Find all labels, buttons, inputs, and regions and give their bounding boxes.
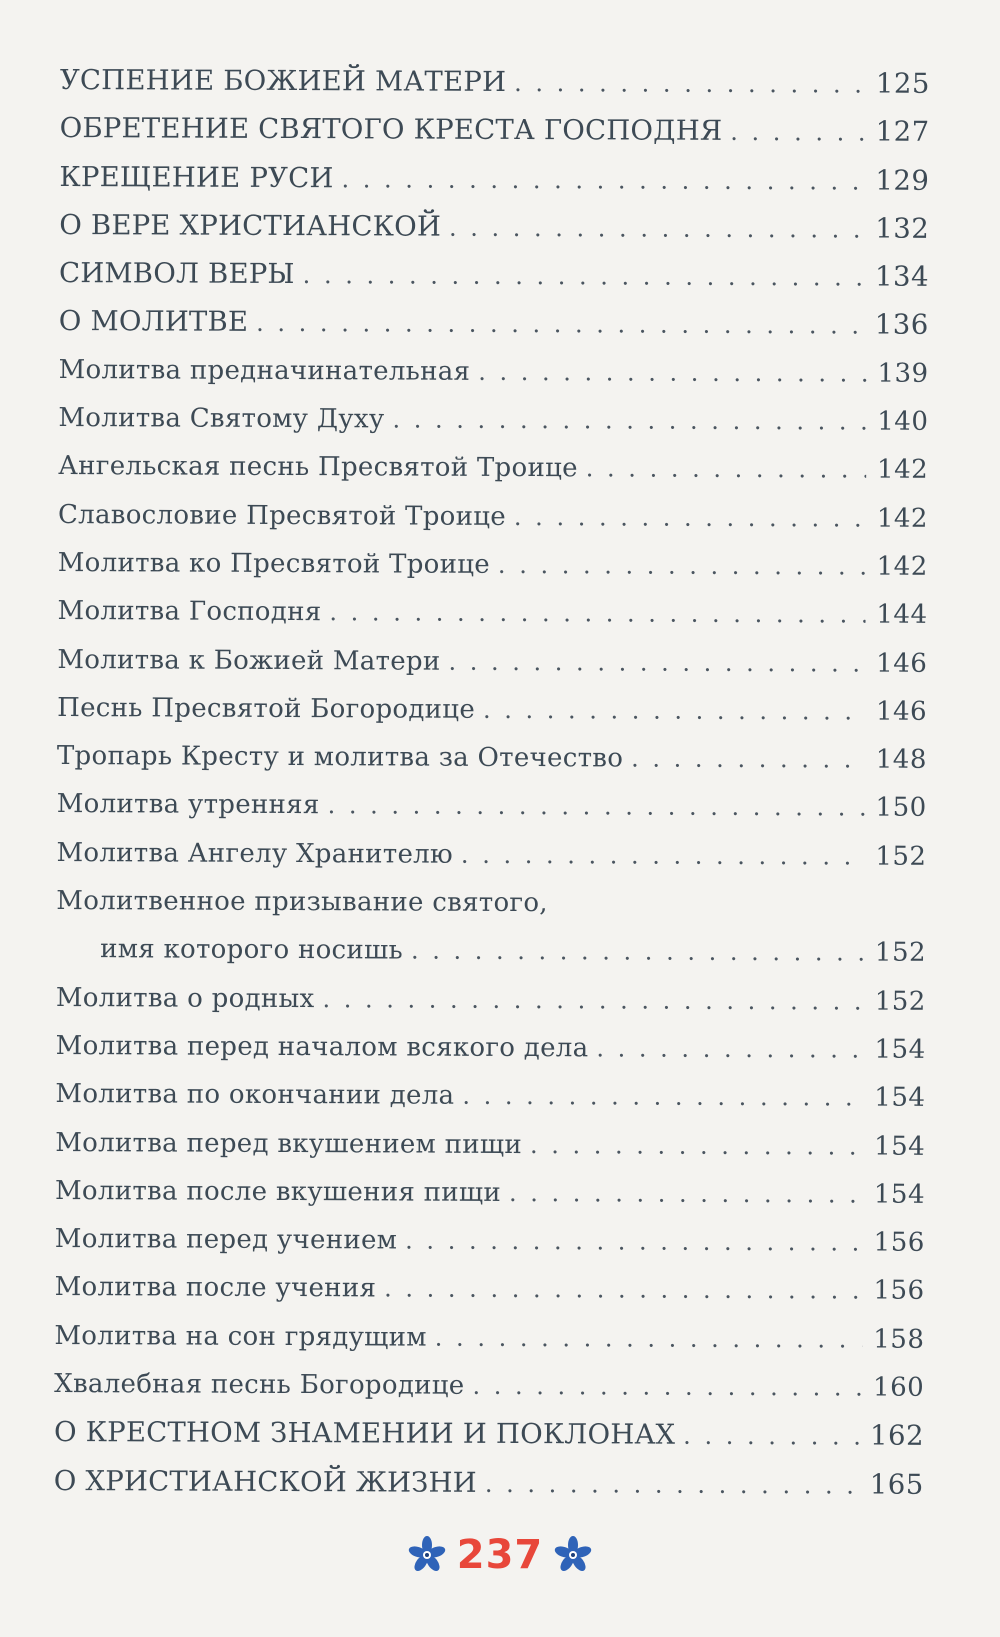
toc-entry-page: 142: [876, 454, 929, 486]
toc-entry[interactable]: [56, 829, 926, 881]
leader-dots: [514, 493, 866, 543]
page-footer: [0, 1532, 1000, 1578]
leader-dots: [462, 1072, 863, 1122]
toc-entry-title: Молитва после учения: [54, 1272, 377, 1304]
toc-entry-page: 156: [873, 1227, 925, 1258]
blue-flower-icon: [407, 1535, 447, 1575]
page-number: 237: [456, 1532, 544, 1578]
toc-entry-page: 144: [876, 599, 928, 631]
toc-entry[interactable]: [58, 394, 928, 446]
toc-entry[interactable]: [59, 297, 929, 349]
toc-entry-page: 152: [875, 841, 927, 872]
toc-entry-page: 132: [875, 212, 930, 245]
leader-dots: [303, 251, 866, 302]
toc-entry-title: О ВЕРЕ ХРИСТИАНСКОЙ: [59, 208, 442, 243]
toc-entry-title: Молитва перед вкушением пищи: [55, 1127, 523, 1160]
toc-entry[interactable]: [54, 1312, 924, 1364]
toc-entry-title: Молитва о родных: [55, 982, 315, 1014]
toc-entry[interactable]: [55, 1263, 925, 1315]
toc-entry[interactable]: [55, 1167, 925, 1219]
toc-entry-page: 134: [874, 260, 930, 293]
leader-dots: [530, 1121, 863, 1171]
leader-dots: [411, 927, 864, 977]
toc-entry[interactable]: [57, 780, 927, 832]
toc-entry-page: 160: [872, 1372, 925, 1403]
toc-entry-title: Молитвенное призывание святого,: [56, 886, 548, 919]
toc-entry-page: 154: [874, 1131, 926, 1162]
toc-entry[interactable]: [57, 587, 927, 639]
leader-dots: [483, 686, 865, 736]
toc-entry-page: 140: [877, 406, 929, 437]
toc-entry[interactable]: [59, 346, 929, 398]
toc-entry[interactable]: [56, 974, 926, 1026]
toc-entry-page: 136: [874, 309, 929, 342]
toc-entry[interactable]: [54, 1408, 924, 1460]
leader-dots: [514, 59, 866, 109]
toc-entry-title: Молитва Ангелу Хранителю: [56, 837, 454, 870]
toc-entry[interactable]: [55, 1215, 925, 1267]
toc-entry[interactable]: [57, 732, 927, 784]
toc-entry-page: 152: [874, 937, 927, 969]
toc-entry-page: 148: [875, 744, 928, 775]
toc-entry-continuation[interactable]: [56, 925, 926, 977]
leader-dots: [478, 348, 867, 398]
toc-entry-page: 146: [875, 696, 928, 727]
leader-dots: [392, 396, 866, 446]
toc-entry[interactable]: [57, 684, 927, 736]
toc-entry-title: Молитва Святому Духу: [58, 403, 385, 435]
toc-entry-title: Молитва утренняя: [56, 789, 320, 821]
table-of-contents: [54, 56, 930, 1509]
toc-entry-title: Хвалебная песнь Богородице: [54, 1369, 465, 1401]
toc-entry-title: Молитва перед началом всякого дела: [55, 1030, 589, 1064]
leader-dots: [683, 1412, 860, 1461]
toc-entry-title: Ангельская песнь Пресвятой Троице: [58, 451, 578, 484]
toc-entry-page: 165: [869, 1468, 924, 1501]
toc-entry[interactable]: [58, 539, 928, 591]
leader-dots: [322, 975, 864, 1026]
leader-dots: [329, 588, 865, 639]
leader-dots: [256, 299, 865, 350]
toc-entry-title: О ХРИСТИАНСКОЙ ЖИЗНИ: [53, 1464, 477, 1499]
leader-dots: [631, 735, 865, 784]
toc-entry-title: Славословие Пресвятой Троице: [57, 499, 507, 532]
toc-entry-title: СИМВОЛ ВЕРЫ: [58, 257, 295, 291]
toc-entry-title: О КРЕСТНОМ ЗНАМЕНИИ И ПОКЛОНАХ: [53, 1416, 676, 1452]
toc-entry-title: О МОЛИТВЕ: [58, 305, 249, 339]
toc-entry-title: Молитва на сон грядущим: [54, 1320, 427, 1353]
toc-entry-first-line[interactable]: [56, 877, 926, 929]
toc-entry[interactable]: [56, 1022, 926, 1074]
toc-entry[interactable]: [59, 249, 929, 301]
toc-entry-title: ОБРЕТЕНИЕ СВЯТОГО КРЕСТА ГОСПОДНЯ: [59, 112, 723, 148]
toc-entry[interactable]: [59, 201, 929, 253]
blue-flower-icon: [553, 1535, 593, 1575]
toc-entry-page: 129: [875, 164, 930, 197]
toc-entry-title: Молитва Господня: [57, 596, 322, 628]
toc-entry-page: 162: [869, 1419, 925, 1453]
toc-entry-title: Молитва перед учением: [54, 1224, 398, 1256]
toc-entry-title: Молитва по окончании дела: [55, 1079, 455, 1111]
toc-entry-page: 125: [875, 67, 930, 100]
leader-dots: [498, 541, 866, 591]
leader-dots: [328, 782, 865, 833]
leader-dots: [405, 1217, 863, 1267]
toc-entry-page: 142: [876, 503, 929, 534]
leader-dots: [596, 1024, 863, 1073]
toc-entry[interactable]: [57, 636, 927, 688]
leader-dots: [472, 1362, 862, 1412]
toc-entry-title-continuation: имя которого носишь: [100, 934, 404, 966]
toc-entry-title: Молитва предначинательная: [58, 354, 471, 387]
toc-entry[interactable]: [55, 1070, 925, 1122]
leader-dots: [509, 1169, 863, 1219]
toc-entry-title: Молитва к Божией Матери: [57, 644, 441, 677]
toc-entry-title: Молитва ко Пресвятой Троице: [57, 547, 491, 580]
leader-dots: [341, 155, 865, 206]
toc-entry-page: 142: [876, 551, 928, 582]
toc-entry-page: 158: [873, 1324, 925, 1355]
toc-entry-page: 156: [873, 1275, 925, 1307]
toc-entry[interactable]: [58, 442, 928, 494]
leader-dots: [730, 108, 866, 157]
toc-entry[interactable]: [55, 1119, 925, 1171]
toc-entry-title: Тропарь Кресту и молитва за Отечество: [56, 741, 624, 774]
toc-entry-page: 152: [874, 986, 926, 1017]
toc-entry[interactable]: [58, 491, 928, 543]
leader-dots: [586, 445, 867, 495]
toc-entry[interactable]: [60, 104, 930, 156]
toc-entry-page: 154: [874, 1082, 926, 1114]
toc-entry-title: Молитва после вкушения пищи: [54, 1175, 502, 1208]
toc-entry-page: 139: [877, 358, 929, 389]
leader-dots: [448, 637, 865, 687]
toc-entry-title: Песнь Пресвятой Богородице: [57, 692, 476, 725]
toc-entry[interactable]: [60, 56, 930, 108]
toc-entry-page: 154: [873, 1179, 926, 1210]
leader-dots: [461, 831, 865, 881]
leader-dots: [384, 1265, 863, 1315]
leader-dots: [435, 1313, 863, 1363]
leader-dots: [449, 204, 865, 254]
toc-entry[interactable]: [54, 1360, 924, 1412]
toc-entry[interactable]: [59, 153, 929, 205]
toc-entry-page: 150: [875, 793, 927, 824]
toc-entry[interactable]: [54, 1457, 924, 1509]
leader-dots: [485, 1459, 860, 1509]
toc-entry-page: 127: [875, 115, 930, 149]
toc-entry-page: 146: [876, 648, 928, 679]
toc-entry-page: 154: [874, 1034, 926, 1065]
toc-entry-title: УСПЕНИЕ БОЖИЕЙ МАТЕРИ: [59, 63, 507, 98]
toc-entry-title: КРЕЩЕНИЕ РУСИ: [59, 160, 334, 194]
